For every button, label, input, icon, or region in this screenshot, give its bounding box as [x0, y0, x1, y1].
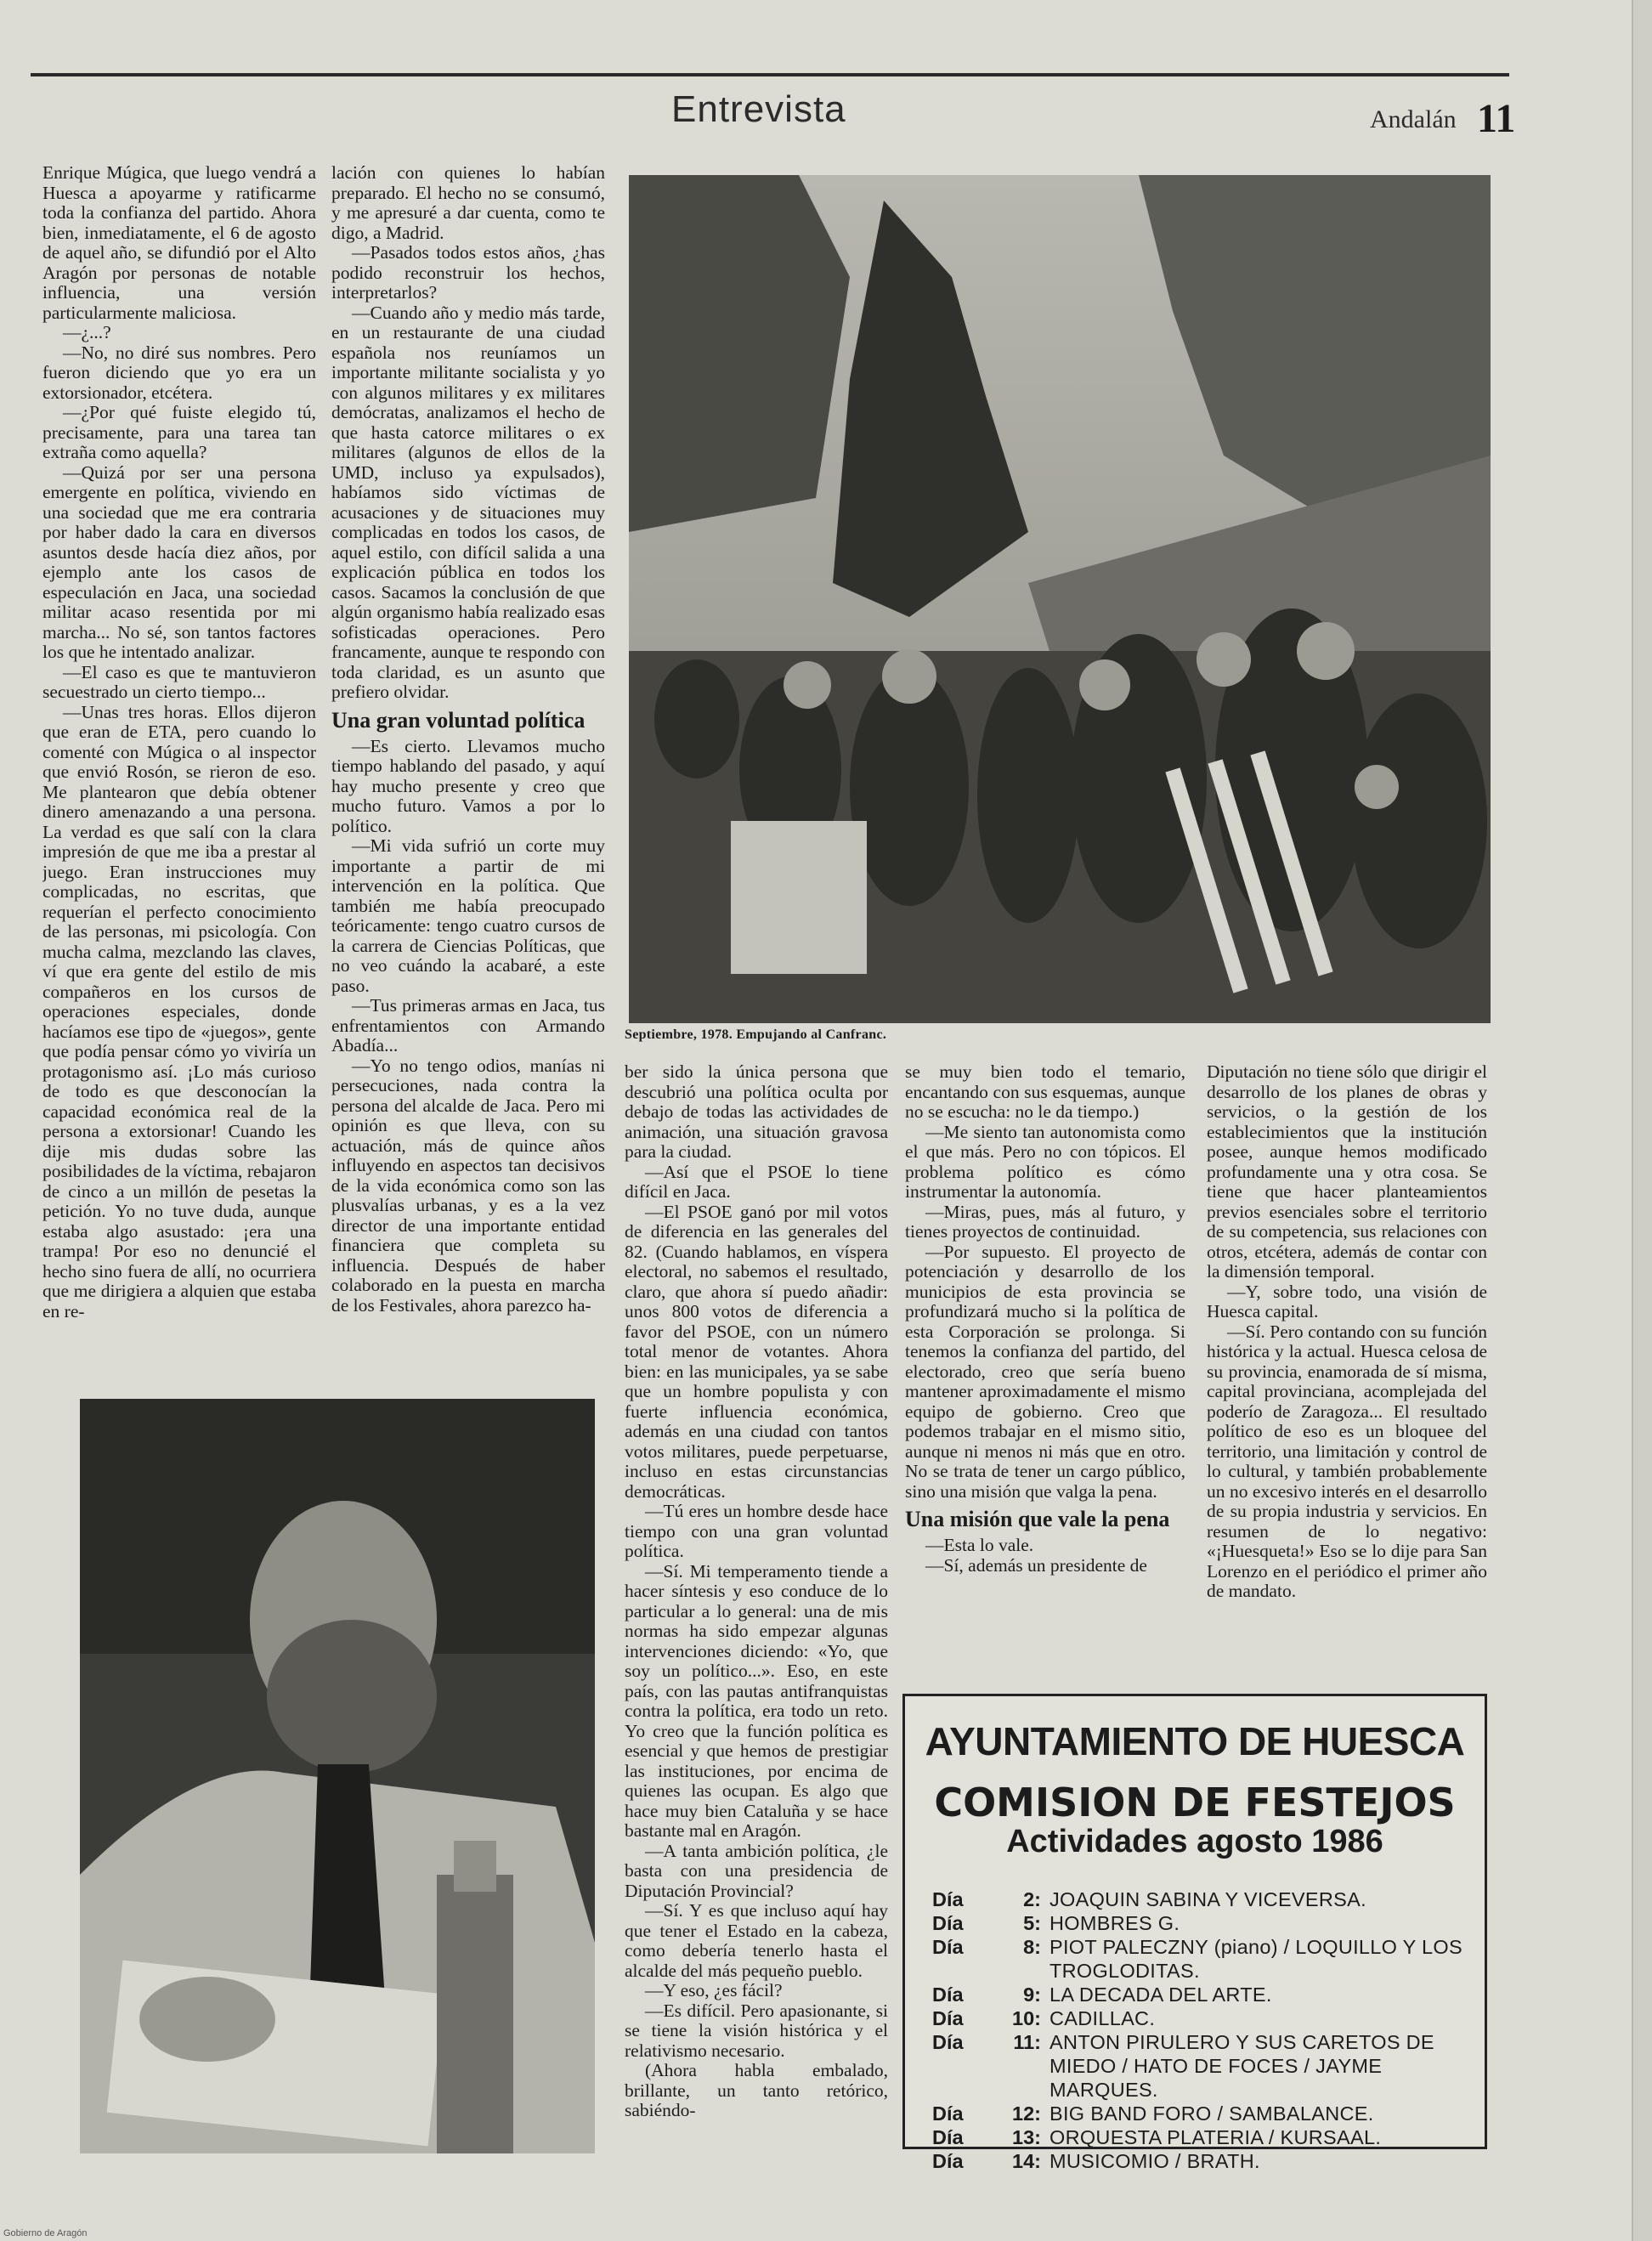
entry-activity: JOAQUIN SABINA Y VICEVERSA.: [1049, 1888, 1366, 1910]
paragraph: —Quizá por ser una persona emergente en política, viviendo en una sociedad que me era contraria por haber dado la cara en diversos asuntos desde hacía diez años, por ejemplo ante los casos de especulación en Jaca, una sociedad militar acaso resentida por mi marcha... No sé, son tantos factores los que he intentado analizar.: [42, 461, 316, 662]
photo-caption: Septiembre, 1978. Empujando al Canfranc.: [625, 1027, 887, 1042]
entry-day-label: Día: [932, 2102, 964, 2125]
publication-name: Andalán: [1370, 105, 1457, 133]
entry-activity: MUSICOMIO / BRATH.: [1049, 2150, 1260, 2172]
article-column-5: [1207, 1062, 1487, 1674]
entry-day-number: 11:: [1013, 2031, 1041, 2053]
schedule-entry: [932, 1983, 1476, 2006]
paragraph: —Sí. Mi temperamento tiende a hacer síntesis y eso conduce de lo particular a lo general: una de mis normas ha sido empezar algunas intervenciones diciendo: «Yo, que soy un político...». Eso, en este país, con las pautas antifranquistas contra la política, era todo un reto. Yo creo que la función política es esencial y que hemos de prestigiar las instituciones, por encima de quienes las ocupan. Es algo que hace muy bien Cataluña y se hace bastante mal en Aragón.: [625, 1560, 888, 1841]
schedule-entry: [932, 1911, 1476, 1935]
entry-day-label: Día: [932, 1888, 964, 1910]
paragraph: —Miras, pues, más al futuro, y tienes proyectos de continuidad.: [905, 1201, 1185, 1242]
paragraph: —Por supuesto. El proyecto de potenciación y desarrollo de los municipios de esta provincia se profundizará mucho si la política de esta Corporación se prolonga. Si tenemos la confianza del partido, del electorado, creo que sería bueno mantener aproximadamente el mismo equipo de gobierno. Creo que podemos trabajar en el mismo sitio, aunque ni menos ni más que en otro. No se trata de tener un cargo público, sino una misión que valga la pena.: [905, 1241, 1185, 1502]
photo-man-reading: [80, 1399, 595, 2153]
ad-subtitle: COMISION DE FESTEJOS: [934, 1780, 1456, 1825]
article-column-1: [42, 163, 316, 1374]
entry-day-label: Día: [932, 2031, 964, 2053]
paragraph: —¿Por qué fuiste elegido tú, precisamente, para una tarea tan extraña como aquella?: [42, 402, 316, 462]
entry-day-number: 9:: [1023, 1984, 1041, 2006]
schedule-entry: [932, 1887, 1476, 1911]
ad-title: AYUNTAMIENTO DE HUESCA: [925, 1719, 1465, 1763]
paragraph: —Sí. Pero contando con su función histórica y la actual. Huesca celosa de su provincia, enamorada de sí misma, capital provinciana, acomplejada del poderío de Zaragoza... El resultado político de eso es un bloquee del territorio, una limitación y control de lo cultural, y también probablemente un no excesivo interés en el desarrollo de su propia industria y servicios. En resumen de lo negativo: «¡Huesqueta!» Eso se lo dije para San Lorenzo en el periódico el primer año de mandato.: [1207, 1321, 1487, 1601]
article-column-2: [331, 163, 605, 1378]
paragraph: —Cuando año y medio más tarde, en un restaurante de una ciudad española nos reuníamos un importante militante socialista y yo con algunos militares y ex militares demócratas, analizamos el hecho de que hasta catorce militares o ex militares (algunos de ellos de la UMD, incluso ya expulsados), habíamos sido víctimas de acusaciones y de situaciones muy complicadas en todos los casos, de aquel estilo, con difícil salida a una explicación pública en todos los casos. Sacamos la conclusión de que algún organismo había realizado esas sofisticadas operaciones. Pero francamente, aunque te respondo con toda claridad, es un asunto que prefiero olvidar.: [331, 302, 605, 702]
entry-day-number: 12:: [1012, 2102, 1041, 2125]
entry-activity: HOMBRES G.: [1049, 1912, 1180, 1934]
entry-activity: ORQUESTA PLATERIA / KURSAAL.: [1049, 2126, 1382, 2148]
photo-canfranc-crowd: [629, 175, 1491, 1023]
paragraph: —Tus primeras armas en Jaca, tus enfrentamientos con Armando Abadía...: [331, 995, 605, 1055]
paragraph: —A tanta ambición política, ¿le basta con una presidencia de Diputación Provincial?: [625, 1840, 888, 1901]
schedule-entry: [932, 1935, 1476, 1983]
paragraph: —Es difícil. Pero apasionante, si se tiene la visión histórica y el relativismo necesario.: [625, 2000, 888, 2061]
page-edge: [1632, 0, 1652, 2241]
paragraph: —El PSOE ganó por mil votos de diferencia en las generales del 82. (Cuando hablamos, en víspera electoral, no sabemos el resultado, claro, que ahora sí puedo añadir: unos 800 votos de diferencia a favor del PSOE, con un número total menor de votantes. Ahora bien: en las municipales, ya se sabe que un hombre populista y con fuerte influencia económica, además en una ciudad con tantos votos militares, puede perpetuarse, incluso en estas circunstancias democráticas.: [625, 1201, 888, 1502]
section-title: Entrevista: [671, 88, 846, 130]
subheading-mision: Una misión que vale la pena: [905, 1507, 1170, 1531]
entry-activity: BIG BAND FORO / SAMBALANCE.: [1049, 2102, 1374, 2125]
paragraph: —Me siento tan autonomista como el que más. Pero no con tópicos. El problema político es cómo instrumentar la autonomía.: [905, 1121, 1185, 1202]
article-column-3: [625, 1062, 888, 2159]
paragraph: —No, no diré sus nombres. Pero fueron diciendo que yo era un extorsionador, etcétera.: [42, 342, 316, 403]
entry-activity: CADILLAC.: [1049, 2007, 1156, 2029]
ad-heading: Actividades agosto 1986: [1006, 1824, 1383, 1859]
entry-day-number: 14:: [1012, 2150, 1041, 2172]
paragraph: —Es cierto. Llevamos mucho tiempo hablando del pasado, y aquí hay mucho presente y creo que mucho futuro. Vamos a por lo político.: [331, 735, 605, 836]
schedule-entry: [932, 2006, 1476, 2030]
entry-activity: LA DECADA DEL ARTE.: [1049, 1984, 1272, 2006]
paragraph: —Y, sobre todo, una visión de Huesca capital.: [1207, 1281, 1487, 1321]
subheading-voluntad: Una gran voluntad política: [331, 707, 586, 733]
paragraph: —Tú eres un hombre desde hace tiempo con una gran voluntad política.: [625, 1501, 888, 1561]
paragraph: se muy bien todo el temario, encantando con sus esquemas, aunque no se escucha: no le da tiempo.): [905, 1062, 1185, 1122]
header-rule: [31, 73, 1509, 76]
paragraph: —Y eso, ¿es fácil?: [645, 1980, 783, 2000]
entry-day-label: Día: [932, 2007, 964, 2029]
paragraph: —Mi vida sufrió un corte muy importante a partir de mi intervención en la política. Que también me había preocupado teóricamente: tengo cuatro cursos de la carrera de Ciencias Políticas, que no veo cuándo la acabaré, a este paso.: [331, 835, 605, 996]
credit-line: Gobierno de Aragón: [3, 2228, 88, 2238]
paragraph: —Sí. Y es que incluso aquí hay que tener el Estado en la cabeza, como debería tenerlo hasta el alcalde del más pequeño pueblo.: [625, 1900, 888, 1981]
paragraph: —Unas tres horas. Ellos dijeron que eran de ETA, pero cuando lo comenté con Múgica o al inspector que envió Rosón, se rieron de eso. Me plantearon que debía obtener dinero amenazando a una persona. La verdad es que salí con la clara impresión de que me iba a prestar al juego. Eran instrucciones muy complicadas, no escritas, que requerían el perfecto conocimiento de las personas, mi psicología. Con mucha calma, mezclando las claves, ví que era gente del estilo de mis compañeros en los cursos de operaciones especiales, donde hacíamos ese tipo de «juegos», gente que podía pensar cómo yo viviría un protagonismo así. ¡Lo más curioso de todo es que desconocían la capacidad económica real de la persona a extorsionar! Cuando les dije mis dudas sobre las posibilidades de la víctima, rebajaron de cinco a un millón de pesetas la petición. Yo no tuve duda, aunque estaba algo asustado: ¡era una trampa! Por eso no denuncié el hecho sino fuera de allí, no ocurriera que me dirigiera a alquien que estaba en re-: [42, 701, 316, 1321]
ad-schedule-list: [932, 1887, 1476, 2173]
festival-advertisement: [902, 1694, 1487, 2172]
paragraph: —Esta lo vale.: [925, 1535, 1034, 1555]
paragraph: (Ahora habla embalado, brillante, un tanto retórico, sabiéndo-: [625, 2060, 888, 2120]
paragraph: —El caso es que te mantuvieron secuestrado un cierto tiempo...: [42, 661, 316, 702]
entry-day-number: 2:: [1023, 1888, 1041, 1910]
entry-activity: PIOT PALECZNY (piano) / LOQUILLO Y LOS TROGLODITAS.: [1049, 1936, 1462, 1982]
paragraph: Diputación no tiene sólo que dirigir el desarrollo de los planes de obras y servicios, o la gestión de los establecimientos que la institución posee, aunque hemos modificado profundamente una y otra cosa. Se tiene que hacer planteamientos previos esenciales sobre el territorio de su competencia, sus relaciones con otros, etcétera, además de contar con la dimensión temporal.: [1207, 1062, 1487, 1282]
entry-day-label: Día: [932, 1984, 964, 2006]
entry-day-number: 8:: [1023, 1936, 1041, 1958]
paragraph: —Yo no tengo odios, manías ni persecuciones, nada contra la persona del alcalde de Jaca. Pero mi opinión es que lleva, con su actuación, más de quince años influyendo en aspectos tan decisivos de la vida económica como son las plusvalías urbanas, y es a la vez director de una importante entidad financiera que completa su influencia. Después de haber colaborado en la puesta en marcha de los Festivales, ahora parezco ha-: [331, 1055, 605, 1316]
entry-day-number: 10:: [1012, 2007, 1041, 2029]
page-number: 11: [1477, 96, 1516, 141]
entry-day-label: Día: [932, 2126, 964, 2148]
schedule-entry: [932, 2125, 1476, 2149]
article-column-4: [905, 1062, 1185, 1674]
paragraph: —Sí, además un presidente de: [925, 1554, 1147, 1576]
entry-day-number: 5:: [1023, 1912, 1041, 1934]
schedule-entry: [932, 2030, 1476, 2102]
paragraph: ber sido la única persona que descubrió una política oculta por debajo de todas las actividades de animación, una situación gravosa para la ciudad.: [625, 1062, 888, 1162]
paragraph: —Así que el PSOE lo tiene difícil en Jaca.: [625, 1161, 888, 1202]
schedule-entry: [932, 2102, 1476, 2125]
entry-day-number: 13:: [1012, 2126, 1041, 2148]
entry-day-label: Día: [932, 2150, 964, 2172]
entry-day-label: Día: [932, 1936, 964, 1958]
schedule-entry: [932, 2149, 1476, 2173]
paragraph: lación con quienes lo habían preparado. El hecho no se consumó, y me apresuré a dar cuenta, como te digo, a Madrid.: [331, 163, 605, 243]
paragraph: Enrique Múgica, que luego vendrá a Huesca a apoyarme y ratificarme toda la confianza del partido. Ahora bien, inmediatamente, el 6 de agosto de aquel año, se difundió por el Alto Aragón por personas de notable influencia, una versión particularmente maliciosa.: [42, 163, 316, 323]
entry-day-label: Día: [932, 1912, 964, 1934]
entry-activity: ANTON PIRULERO Y SUS CARETOS DE MIEDO / HATO DE FOCES / JAYME MARQUES.: [1049, 2031, 1434, 2101]
paragraph: —Pasados todos estos años, ¿has podido reconstruir los hechos, interpretarlos?: [331, 242, 605, 303]
paragraph: —¿...?: [63, 322, 111, 342]
